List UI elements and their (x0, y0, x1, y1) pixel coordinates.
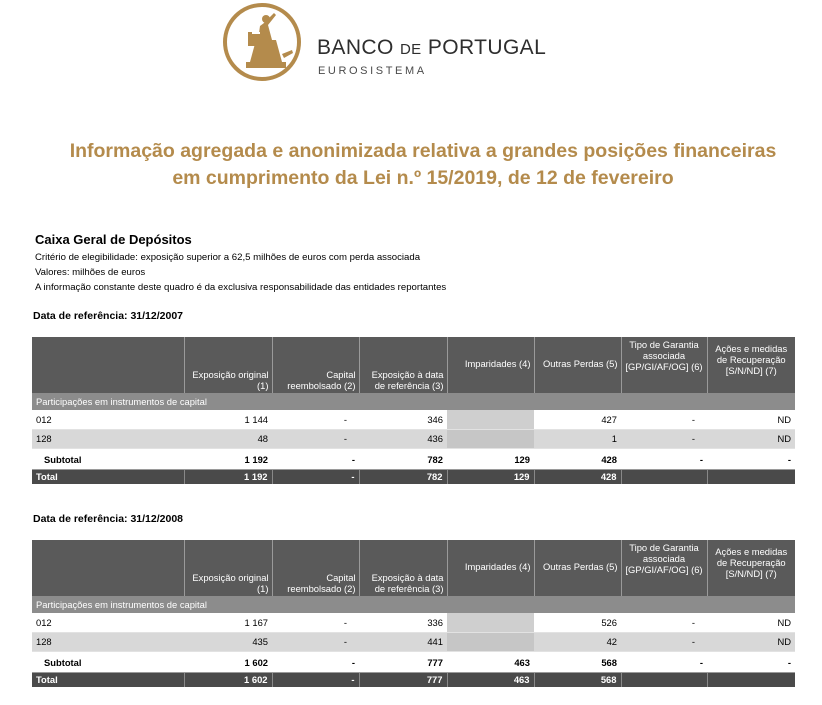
column-header: Exposição à data de referência (3) (359, 337, 447, 393)
column-header: Tipo de Garantia associada [GP/GI/AF/OG] (6) (621, 540, 707, 596)
page-title: Informação agregada e anonimizada relativa a grandes posições financeiras em cumprimento da Lei n.º 15/2019, de 12 de fevereiro (69, 140, 777, 189)
table-row: 012 1 167 - 336 526 - ND (32, 613, 795, 632)
bank-subtitle: EUROSISTEMA (318, 65, 427, 77)
exposure-table-2 (32, 540, 795, 687)
info-block (35, 232, 635, 295)
column-header: Imparidades (4) (447, 337, 534, 393)
values-unit: Valores: milhões de euros (35, 267, 146, 278)
reference-date-2: Data de referência: 31/12/2008 (33, 513, 184, 525)
section-row: Participações em instrumentos de capital (32, 596, 795, 613)
responsibility-note: A informação constante deste quadro é da exclusiva responsabilidade das entidades reportantes (35, 282, 447, 293)
column-header: Outras Perdas (5) (534, 337, 621, 393)
column-header (32, 337, 184, 393)
column-header: Exposição original (1) (184, 540, 272, 596)
column-header: Ações e medidas de Recuperação [S/N/ND] (7) (707, 540, 795, 596)
column-header: Ações e medidas de Recuperação [S/N/ND] (7) (707, 337, 795, 393)
column-header (32, 540, 184, 596)
bank-name: BANCO DE PORTUGAL (317, 36, 547, 59)
column-header: Exposição à data de referência (3) (359, 540, 447, 596)
column-header: Capital reembolsado (2) (272, 337, 359, 393)
subtotal-row: Subtotal 1 192 - 782 129 428 - - (32, 451, 795, 469)
bank-entity-name: Caixa Geral de Depósitos (35, 232, 192, 247)
table-row: 128 435 - 441 42 - ND (32, 632, 795, 651)
total-row: Total 1 602 - 777 463 568 (32, 672, 795, 687)
total-row: Total 1 192 - 782 129 428 (32, 469, 795, 484)
column-header: Imparidades (4) (447, 540, 534, 596)
table-header (32, 540, 795, 596)
section-row: Participações em instrumentos de capital (32, 393, 795, 410)
table-row: 012 1 144 - 346 427 - ND (32, 410, 795, 429)
column-header: Outras Perdas (5) (534, 540, 621, 596)
column-header: Capital reembolsado (2) (272, 540, 359, 596)
column-header: Exposição original (1) (184, 337, 272, 393)
reference-date-1: Data de referência: 31/12/2007 (33, 310, 184, 322)
column-header: Tipo de Garantia associada [GP/GI/AF/OG] (6) (621, 337, 707, 393)
subtotal-row: Subtotal 1 602 - 777 463 568 - - (32, 654, 795, 672)
exposure-table-1 (32, 337, 795, 484)
bank-logo (222, 2, 552, 84)
allegory-emblem-icon (222, 2, 306, 82)
table-row: 128 48 - 436 1 - ND (32, 429, 795, 448)
table-header (32, 337, 795, 393)
eligibility-criteria: Critério de elegibilidade: exposição superior a 62,5 milhões de euros com perda associada (35, 252, 421, 263)
